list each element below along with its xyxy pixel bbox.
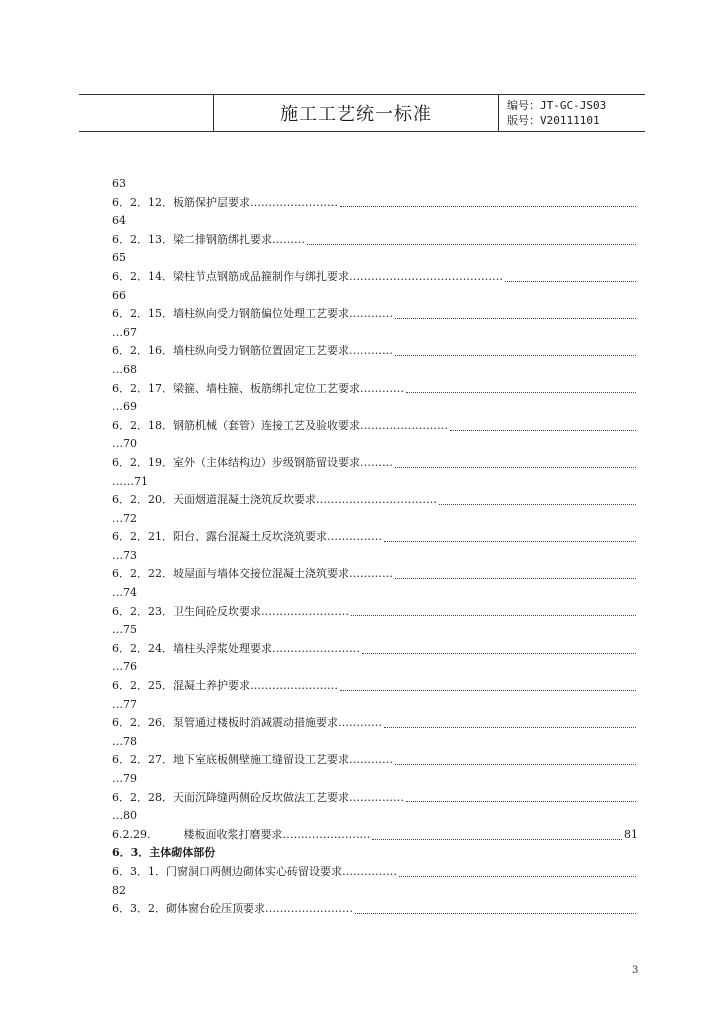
toc-entry-text: …72 (112, 511, 137, 525)
toc-entry-text: 63 (112, 177, 126, 190)
toc-leader-dots (395, 355, 636, 356)
toc-entry-text: …68 (112, 362, 137, 376)
toc-line (112, 565, 638, 584)
toc-entry-text: …70 (112, 437, 137, 451)
toc-leader-dots (384, 727, 636, 728)
toc-line (112, 584, 638, 603)
toc-leader-dots (395, 764, 636, 765)
toc-line (112, 882, 638, 901)
toc-entry-text: …73 (112, 548, 137, 562)
toc-entry-text: 6.2.29. 楼板面收浆打磨要求…………………… (112, 827, 371, 841)
toc-line (112, 454, 638, 473)
toc-line (112, 194, 638, 213)
toc-line (112, 324, 638, 343)
page-number: 3 (632, 965, 639, 976)
toc-entry-text: 6．3．主体砌体部份 (112, 846, 216, 860)
toc-leader-dots (406, 392, 636, 393)
toc-leader-dots (395, 467, 636, 468)
header-title: 施工工艺统一标准 (214, 95, 499, 131)
toc-line (112, 398, 638, 417)
toc-line (112, 361, 638, 380)
toc-line (112, 249, 638, 268)
toc-entry-text: 64 (112, 214, 126, 228)
toc-line (112, 658, 638, 677)
toc-line (112, 621, 638, 640)
toc-line (112, 789, 638, 808)
toc-entry-text: …75 (112, 623, 137, 637)
toc-line (112, 900, 638, 919)
toc-leader-dots (505, 281, 636, 282)
toc-entry-text: 82 (112, 883, 126, 897)
toc-line (112, 491, 638, 510)
toc-line (112, 714, 638, 733)
toc-line (112, 305, 638, 324)
toc-line (112, 417, 638, 436)
toc-line (112, 863, 638, 882)
toc-leader-dots (450, 430, 636, 431)
toc-page-number: 81 (624, 827, 638, 841)
toc-line (112, 770, 638, 789)
toc-entry-text: 6．3．2．砌体窗台砼压顶要求…………………… (112, 902, 353, 916)
toc-line (112, 528, 638, 547)
toc-line (112, 547, 638, 566)
toc-entry-text: 6．2．20．天面烟道混凝土浇筑反坎要求…………………………… (112, 493, 437, 507)
toc-entry-text: 6．2．28．天面沉降缝两侧砼反坎做法工艺要求…………… (112, 790, 404, 804)
toc-leader-dots (351, 615, 636, 616)
toc-line (112, 380, 638, 399)
toc-line (112, 212, 638, 231)
toc-entry-text: 6．2．25．混凝土养护要求…………………… (112, 679, 338, 693)
toc-entry-text: 6．2．22．坡屋面与墙体交接位混凝土浇筑要求………… (112, 567, 393, 581)
header-blank-cell (79, 95, 214, 131)
toc-entry-text: …74 (112, 586, 137, 600)
toc-entry-text: 6．2．14．梁柱节点钢筋成品箍制作与绑扎要求…………………………………… (112, 269, 503, 283)
toc-line (112, 677, 638, 696)
toc-entry-text: …69 (112, 400, 137, 414)
toc-leader-dots (307, 244, 636, 245)
toc-entry-text: 6．2．26．泵管通过楼板时消减震动措施要求………… (112, 716, 382, 730)
toc-entry-text: …77 (112, 697, 137, 711)
toc-line (112, 751, 638, 770)
toc-leader-dots (395, 578, 636, 579)
header-code: 编号：JT-GC-JS03 (507, 99, 607, 112)
toc-leader-dots (355, 913, 636, 914)
toc-entry-text: …78 (112, 734, 137, 748)
toc-entry-text: 6．3．1．门窗洞口两侧边砌体实心砖留设要求…………… (112, 864, 397, 878)
toc-entry-text: …80 (112, 809, 137, 823)
table-of-contents (112, 175, 638, 919)
toc-entry-text: 6．2．27．地下室底板侧壁施工缝留设工艺要求………… (112, 753, 393, 767)
toc-leader-dots (372, 839, 622, 840)
toc-leader-dots (362, 653, 636, 654)
toc-entry-text: 66 (112, 288, 126, 302)
toc-line (112, 268, 638, 287)
toc-line (112, 807, 638, 826)
toc-entry-text: 6．2．13．梁二排钢筋绑扎要求……… (112, 232, 305, 246)
toc-line (112, 696, 638, 715)
toc-line (112, 231, 638, 250)
toc-line (112, 435, 638, 454)
toc-line (112, 640, 638, 659)
toc-line (112, 733, 638, 752)
toc-leader-dots (395, 318, 636, 319)
toc-entry-text: 6．2．12．板筋保护层要求…………………… (112, 195, 338, 209)
toc-leader-dots (439, 504, 636, 505)
toc-line (112, 603, 638, 622)
toc-line (112, 510, 638, 529)
toc-entry-text: 6．2．18．钢筋机械（套管）连接工艺及验收要求…………………… (112, 418, 448, 432)
toc-entry-text: 6．2．15．墙柱纵向受力钢筋偏位处理工艺要求………… (112, 307, 393, 321)
toc-line (112, 844, 638, 863)
toc-entry-text: 6．2．24．墙柱头浮浆处理要求…………………… (112, 641, 360, 655)
toc-entry-text: 6．2．16．墙柱纵向受力钢筋位置固定工艺要求………… (112, 344, 393, 358)
toc-leader-dots (406, 801, 636, 802)
toc-leader-dots (340, 206, 636, 207)
toc-leader-dots (384, 541, 636, 542)
toc-leader-dots (399, 876, 636, 877)
toc-entry-text: 6．2．21．阳台、露台混凝土反坎浇筑要求…………… (112, 530, 382, 544)
toc-line (112, 473, 638, 492)
toc-leader-dots (340, 690, 636, 691)
toc-line (112, 287, 638, 306)
header-meta (499, 95, 645, 131)
toc-line (112, 826, 638, 845)
toc-line (112, 175, 638, 194)
header-version: 版号：V20111101 (507, 114, 600, 127)
toc-entry-text: …76 (112, 660, 137, 674)
toc-entry-text: 6．2．23．卫生间砼反坎要求…………………… (112, 604, 349, 618)
toc-line (112, 342, 638, 361)
document-header (79, 94, 645, 132)
toc-entry-text: …67 (112, 325, 137, 339)
toc-entry-text: …79 (112, 772, 137, 785)
toc-entry-text: ……71 (112, 474, 148, 488)
toc-entry-text: 6．2．19．室外（主体结构边）步级钢筋留设要求……… (112, 455, 393, 469)
toc-entry-text: 6．2．17．梁箍、墙柱箍、板筋绑扎定位工艺要求………… (112, 381, 404, 395)
toc-entry-text: 65 (112, 251, 126, 265)
